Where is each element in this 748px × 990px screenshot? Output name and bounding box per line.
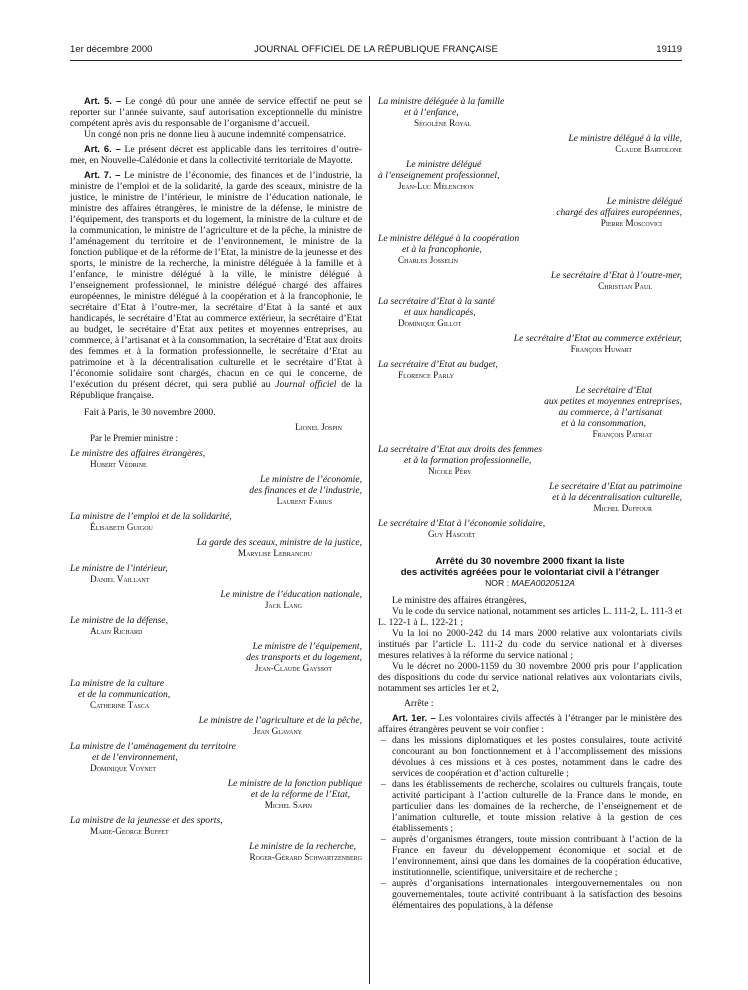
signature-affaires-etrangeres: Le ministre des affaires étrangères, Hubert Védrine <box>70 448 206 469</box>
visa-code: Vu le code du service national, notamment ses articles L. 111-2, L. 111-3 et L. 122-1 à L. 122-21 ; <box>378 606 682 628</box>
list-item: – dans les missions diplomatiques et les postes consulaires, toute activité concourant au bon fonctionnement et à l’accomplissement des missions dévolues à ces missions et à ces postes, notamment dans le cadre des services de coopération et d’action culturelle ; <box>378 735 682 779</box>
list-item: – auprès d’organisations internationales intergouvernementales ou non gouvernementales, toute activité contribuant à la satisfaction des besoins élémentaires des populations, à la défense <box>378 878 682 911</box>
signature-agriculture: Le ministre de l’agriculture et de la pêche, Jean Glavany <box>198 715 362 736</box>
signature-commerce-exterieur: Le secrétaire d’Etat au commerce extérieur, François Huwart <box>513 333 682 354</box>
header-date: 1er décembre 2000 <box>70 44 153 55</box>
column-divider <box>369 96 370 984</box>
signature-economie: Le ministre de l’économie, des finances et de l’industrie, Laurent Fabius <box>249 474 362 506</box>
article-7: Art. 7. – Le ministre de l’économie, des finances et de l’industrie, la ministre de l’emploi et de la solidarité, la garde des sceaux, ministre de la justice, le ministre de l’intérieur, le ministre de l’éducation nationale, le ministre des affaires étrangères, le ministre de la défense, le ministre de l’équipement, des transports et du logement, la ministre de la culture et de la communication, le ministre de l’agriculture et de la pêche, la ministre de l’aménagement du territoire et de l’environnement, le ministre de la fonction publique et de la réforme de l’Etat, la ministre de la jeunesse et des sports, le ministre de la recherche, la ministre déléguée à la famille et à l’enfance, le ministre délégué à la ville, le ministre délégué à l’enseignement professionnel, le ministre délégué chargé des affaires européennes, le ministre délégué à la coopération et à la francophonie, le secrétaire d’Etat à l’outre-mer, la secrétaire d’Etat à la santé et aux handicapés, le secrétaire d’Etat au commerce extérieur, la secrétaire d’Etat au budget, le secrétaire d’Etat aux petites et moyennes entreprises, au commerce, à l’artisanat et à la consommation, la secrétaire d’Etat aux droits des femmes et à la formation professionnelle, le secrétaire d’Etat au patrimoine et à la décentralisation culturelle et le secrétaire d’Etat à l’économie solidaire sont chargés, chacun en ce qui le concerne, de l’exécution du présent décret, qui sera publié au Journal officiel de la République française. <box>70 170 362 401</box>
signature-ville: Le ministre délégué à la ville, Claude Bartolone <box>568 133 682 154</box>
signature-patrimoine: Le secrétaire d’Etat au patrimoine et à la décentralisation culturelle, Michel Duffour <box>549 481 682 513</box>
header-journal-title: JOURNAL OFFICIEL DE LA RÉPUBLIQUE FRANÇAISE <box>254 44 498 55</box>
signature-enseignement-professionnel: Le ministre délégué à l’enseignement professionnel, Jean-Luc Mélenchon <box>378 159 500 191</box>
signature-droits-des-femmes: La secrétaire d’Etat aux droits des femmes et à la formation professionnelle, Nicole Péry <box>378 444 542 476</box>
signature-cooperation: Le ministre délégué à la coopération et à la francophonie, Charles Josselin <box>378 233 520 265</box>
list-item: – dans les établissements de recherche, scolaires ou culturels français, toute activité participant à l’action culturelle de la France dans le monde, en particulier dans les domaines de la recherche, de l’enseignement et de l’animation culturelle, et toute mission relative à la gestion de ces établissements ; <box>378 779 682 834</box>
arrete-title: Arrêté du 30 novembre 2000 fixant la liste des activités agréées pour le volontariat civil à l’étranger <box>400 556 660 578</box>
signature-economie-solidaire: Le secrétaire d’Etat à l’économie solidaire, Guy Hascoët <box>378 518 546 539</box>
fait-a-paris: Fait à Paris, le 30 novembre 2000. <box>84 407 216 418</box>
signature-culture: La ministre de la culture et de la communication, Catherine Tasca <box>70 678 171 710</box>
signature-budget: La secrétaire d’Etat au budget, Florence Parly <box>378 359 498 380</box>
signature-outre-mer: Le secrétaire d’Etat à l’outre-mer, Christian Paul <box>550 270 682 291</box>
article-6: Art. 6. – Le présent décret est applicable dans les territoires d’outre-mer, en Nouvelle-Calédonie et dans la collectivité territoriale de Mayotte. <box>70 144 363 166</box>
signature-recherche: Le ministre de la recherche, Roger-Gérard Schwartzenberg <box>249 841 362 862</box>
signature-amenagement: La ministre de l’aménagement du territoire et de l’environnement, Dominique Voynet <box>70 741 236 773</box>
par-le-premier-ministre: Par le Premier ministre : <box>90 433 178 443</box>
signature-defense: Le ministre de la défense, Alain Richard <box>70 615 168 636</box>
signature-emploi: La ministre de l’emploi et de la solidarité, Élisabeth Guigou <box>70 511 232 532</box>
article-1-list <box>378 735 682 911</box>
signature-fonction-publique: Le ministre de la fonction publique et de la réforme de l’Etat, Michel Sapin <box>227 778 362 810</box>
article-5-para-2: Un congé non pris ne donne lieu à aucune indemnité compensatrice. <box>84 129 346 140</box>
signature-premier-ministre: Lionel Jospin <box>295 422 342 432</box>
header-rule <box>70 60 682 61</box>
signature-equipement: Le ministre de l’équipement, des transports et du logement, Jean-Claude Gayssot <box>246 641 362 673</box>
article-1: Art. 1er. – Les volontaires civils affectés à l’étranger par le ministère des affaires étrangères peuvent se voir confier : <box>378 713 682 735</box>
header-page-number: 19119 <box>656 44 682 55</box>
signature-pme: Le secrétaire d’Etat aux petites et moyennes entreprises, au commerce, à l’artisanat et à la consommation, François Patriat <box>544 385 682 439</box>
page-header <box>70 44 682 58</box>
left-column <box>70 96 362 863</box>
signature-sante: La secrétaire d’Etat à la santé et aux handicapés, Dominique Gillot <box>378 296 495 328</box>
signature-interieur: Le ministre de l’intérieur, Daniel Vaillant <box>70 563 168 584</box>
nor-reference: NOR : MAEA0020512A <box>485 578 575 588</box>
signature-education: Le ministre de l’éducation nationale, Jack Lang <box>220 589 362 610</box>
signature-jeunesse: La ministre de la jeunesse et des sports, Marie-George Buffet <box>70 815 223 836</box>
visa-ministre: Le ministre des affaires étrangères, <box>392 595 527 606</box>
signature-justice: La garde des sceaux, ministre de la justice, Marylise Lebranchu <box>196 537 362 558</box>
visa-decret: Vu le décret no 2000-1159 du 30 novembre 2000 pris pour l’application des dispositions du code du service national relatives aux volontariats civils, notamment ses articles 1er et 2, <box>378 661 682 694</box>
visa-loi: Vu la loi no 2000-242 du 14 mars 2000 relative aux volontariats civils institués par l’article L. 111-2 du code du service national et à diverses mesures relatives à la réforme du service national ; <box>378 628 682 661</box>
list-item: – auprès d’organismes étrangers, toute mission contribuant à l’action de la France en faveur du développement économique et social et de l’environnement, ainsi que dans les domaines de la coopération éducative, institutionnelle, scientifique, universitaire et de recherche ; <box>378 834 682 878</box>
article-5: Art. 5. – Le congé dû pour une année de service effectif ne peut se reporter sur l’année suivante, sauf autorisation exceptionnelle du ministre compétent après avis du responsable de l’organisme d’accueil. <box>70 96 362 129</box>
arrete-label: Arrête : <box>404 698 434 709</box>
signature-famille: La ministre déléguée à la famille et à l’enfance, Ségolène Royal <box>378 96 505 128</box>
signature-affaires-europeennes: Le ministre délégué chargé des affaires européennes, Pierre Moscovici <box>556 196 682 228</box>
right-column <box>378 96 682 911</box>
